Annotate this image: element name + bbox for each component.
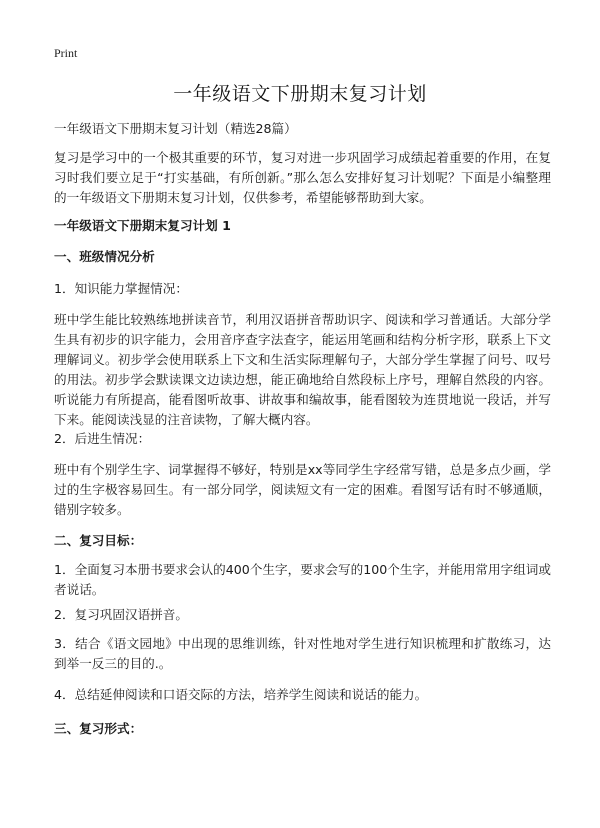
intro-paragraph: 复习是学习中的一个极其重要的环节，复习对进一步巩固学习成绩起着重要的作用，在复习时我们要立足于“打实基础，有所创新。”那么怎么安排好复习计划呢？下面是小编整理的一年级语文下册期末复习计划，仅供参考，希望能够帮助到大家。: [54, 150, 551, 205]
goal-item: 1．全面复习本册书要求会认的400个生字，要求会写的100个生字，并能用常用字组词或者说话。: [54, 562, 551, 597]
goal-item: 4．总结延伸阅读和口语交际的方法，培养学生阅读和说话的能力。: [54, 687, 428, 702]
section-heading-class-analysis: 一、班级情况分析: [54, 249, 155, 264]
plan-heading: 一年级语文下册期末复习计划 1: [54, 218, 231, 233]
goal-item: 3．结合《语文园地》中出现的思维训练，针对性地对学生进行知识梳理和扩散练习，达到举一反三的目的.。: [54, 636, 551, 671]
section-heading-goals: 二、复习目标：: [54, 533, 143, 548]
document-title: 一年级语文下册期末复习计划: [173, 83, 427, 105]
document-subtitle: 一年级语文下册期末复习计划（精选28篇）: [54, 121, 297, 136]
item-label-struggling-students: 2．后进生情况：: [54, 431, 151, 446]
paragraph-struggling-students: 班中有个别学生字、词掌握得不够好，特别是xx等同学生字经常写错，总是多点少画，学过的生字极容易回生。有一部分同学，阅读短文有一定的困难。看图写话有时不够通顺，错别字较多。: [54, 462, 551, 517]
section-heading-review-format: 三、复习形式：: [54, 721, 143, 736]
print-label: Print: [54, 46, 78, 60]
paragraph-knowledge: 班中学生能比较熟练地拼读音节，利用汉语拼音帮助识字、阅读和学习普通话。大部分学生具有初步的识字能力，会用音序查字法查字，能运用笔画和结构分析字形，联系上下文理解词义。初步学会使用联系上下文和生活实际理解句子，大部分学生掌握了问号、叹号的用法。初步学会默读课文边读边想，能正确地给自然段标上序号，理解自然段的内容。听说能力有所提高，能看图听故事、讲故事和编故事，能看图较为连贯地说一段话，并写下来。能阅读浅显的注音读物，了解大概内容。: [54, 312, 551, 427]
goal-item: 2．复习巩固汉语拼音。: [54, 607, 188, 622]
item-label-knowledge: 1．知识能力掌握情况：: [54, 281, 188, 296]
